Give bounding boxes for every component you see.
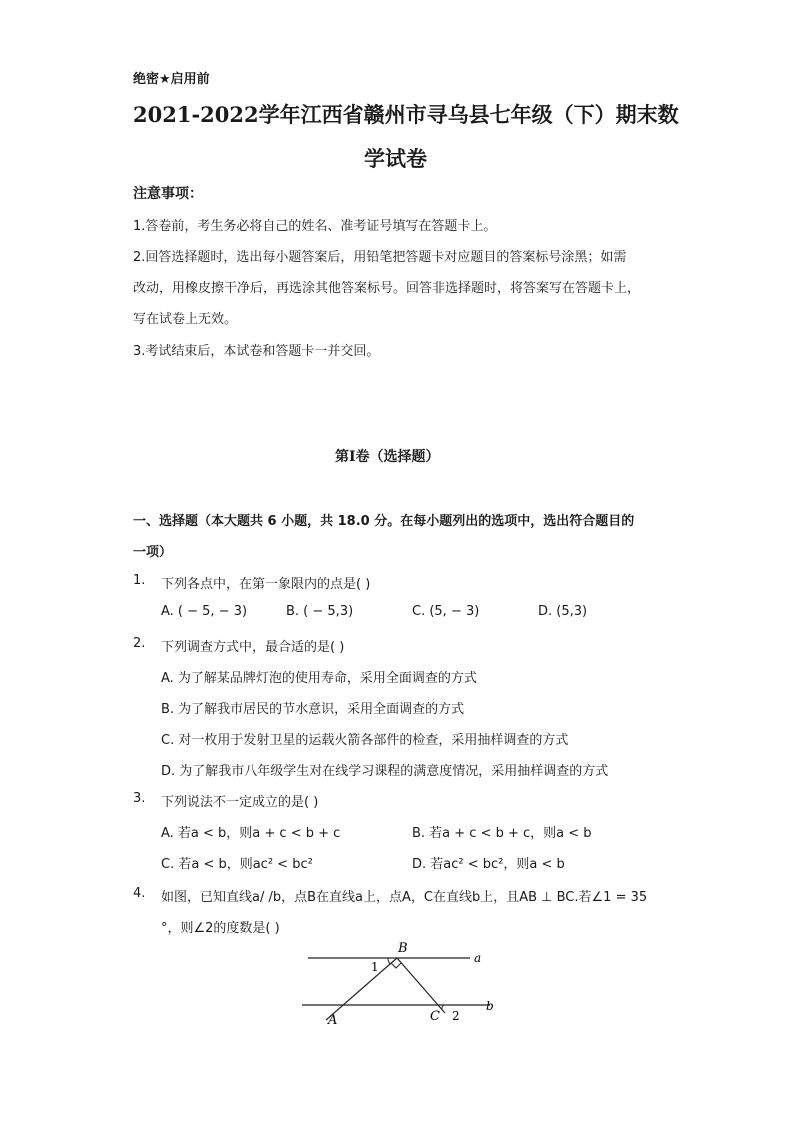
angle-1-label: 1 bbox=[371, 960, 379, 974]
volume-title: 第I卷（选择题） bbox=[335, 449, 440, 465]
geometry-figure bbox=[290, 938, 510, 1030]
question-number: 3. bbox=[133, 791, 146, 806]
notice-item-2-line3: 写在试卷上无效。 bbox=[133, 312, 238, 327]
option-a: A. 为了解某品牌灯泡的使用寿命，采用全面调查的方式 bbox=[161, 671, 477, 686]
option-b: B. 为了解我市居民的节水意识，采用全面调查的方式 bbox=[161, 702, 465, 717]
option-b: B. 若a + c < b + c，则a < b bbox=[412, 826, 592, 841]
notice-item-1: 1.答卷前，考生务必将自己的姓名、准考证号填写在答题卡上。 bbox=[133, 219, 497, 234]
question-number: 1. bbox=[133, 573, 146, 588]
notice-item-3: 3.考试结束后，本试卷和答题卡一并交回。 bbox=[133, 344, 380, 359]
line-a-label: a bbox=[474, 951, 482, 965]
angle-2-arc bbox=[442, 1005, 444, 1010]
angle-1-arc bbox=[388, 958, 390, 964]
question-number: 2. bbox=[133, 636, 146, 651]
line-b-label: b bbox=[486, 999, 494, 1013]
question-number: 4. bbox=[133, 886, 146, 901]
question-stem-line2: °，则∠2的度数是( ) bbox=[161, 921, 280, 936]
question-stem: 下列说法不一定成立的是( ) bbox=[161, 795, 319, 810]
right-angle-mark bbox=[391, 963, 401, 968]
option-a: A. 若a < b，则a + c < b + c bbox=[161, 826, 341, 841]
notice-heading: 注意事项： bbox=[133, 186, 203, 202]
option-d: D. 若ac² < bc²，则a < b bbox=[412, 857, 565, 872]
option-b: B. ( − 5,3) bbox=[286, 604, 354, 619]
option-d: D. (5,3) bbox=[538, 604, 588, 619]
option-c: C. (5, − 3) bbox=[412, 604, 480, 619]
question-stem: 下列各点中，在第一象限内的点是( ) bbox=[161, 577, 371, 592]
section-heading-line1: 一、选择题（本大题共 6 小题，共 18.0 分。在每小题列出的选项中，选出符合题目的 bbox=[133, 514, 635, 529]
exam-title-line1: 2021-2022学年江西省赣州市寻乌县七年级（下）期末数 bbox=[133, 102, 679, 127]
option-a: A. ( − 5, − 3) bbox=[161, 604, 248, 619]
secret-mark: 绝密★启用前 bbox=[133, 72, 210, 87]
point-a-label: A bbox=[328, 1013, 338, 1028]
point-c-label: C bbox=[430, 1009, 440, 1024]
option-c: C. 对一枚用于发射卫星的运载火箭各部件的检查，采用抽样调查的方式 bbox=[161, 733, 569, 748]
question-stem: 下列调查方式中，最合适的是( ) bbox=[161, 640, 345, 655]
section-heading-line2: 一项） bbox=[133, 545, 173, 560]
question-stem-line1: 如图，已知直线a/ /b，点B在直线a上，点A，C在直线b上，且AB ⊥ BC.若∠1 = 35 bbox=[161, 890, 648, 905]
angle-2-label: 2 bbox=[452, 1009, 460, 1023]
notice-item-2-line2: 改动，用橡皮擦干净后，再选涂其他答案标号。回答非选择题时，将答案写在答题卡上， bbox=[133, 281, 641, 296]
notice-item-2-line1: 2.回答选择题时，选出每小题答案后，用铅笔把答题卡对应题目的答案标号涂黑；如需 bbox=[133, 250, 627, 265]
option-d: D. 为了解我市八年级学生对在线学习课程的满意度情况，采用抽样调查的方式 bbox=[161, 764, 609, 779]
option-c: C. 若a < b，则ac² < bc² bbox=[161, 857, 313, 872]
segment-ab bbox=[326, 958, 397, 1020]
exam-title-line2: 学试卷 bbox=[364, 146, 427, 171]
point-b-label: B bbox=[398, 941, 408, 956]
